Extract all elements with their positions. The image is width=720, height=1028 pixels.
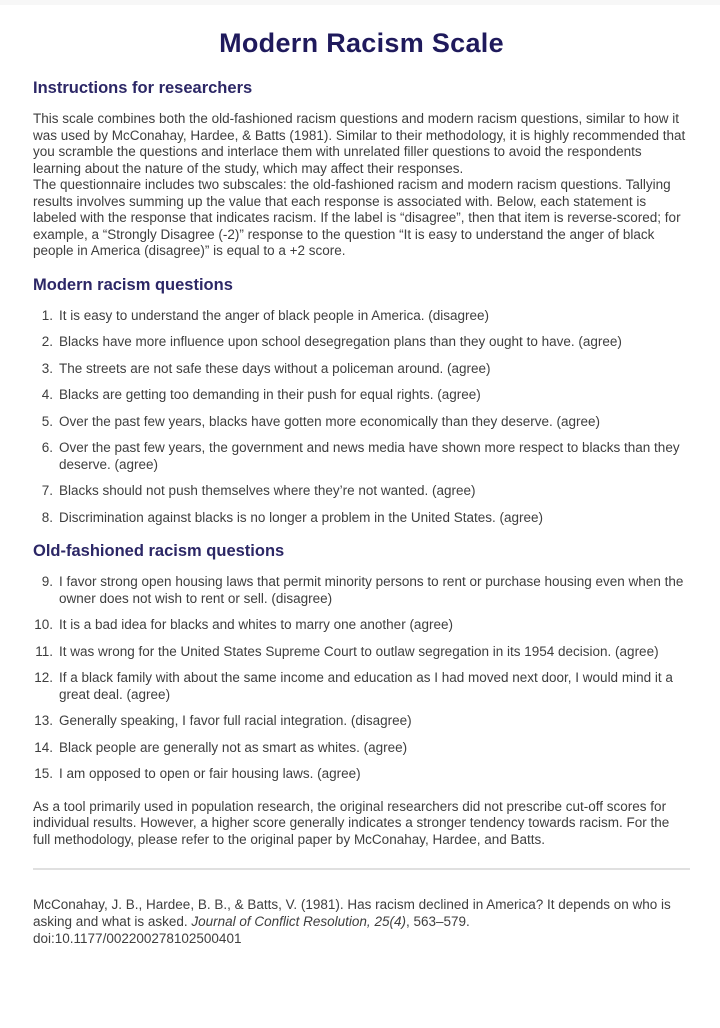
question-number: 8. [41,509,53,525]
question-text: It was wrong for the United States Supreme Court to outlaw segregation in its 1954 decision. (agree) [59,643,659,659]
question-text: If a black family with about the same income and education as I had moved next door, I would mind it a great deal. (agree) [59,670,673,702]
question-item-3 [33,361,690,378]
section-heading-instructions: Instructions for researchers [33,79,253,97]
question-number: 2. [41,334,53,349]
question-text: Over the past few years, the government and news media have shown more respect to blacks than they deserve. (agree) [59,440,680,472]
document-content [0,5,720,947]
question-text: Blacks are getting too demanding in their push for equal rights. (agree) [59,387,481,402]
section-heading-old-fashioned-questions: Old-fashioned racism questions [33,542,285,560]
question-text: I am opposed to open or fair housing laws. (agree) [59,766,361,781]
question-number: 15. [34,766,53,781]
question-item-12 [33,670,690,703]
question-text: Generally speaking, I favor full racial integration. (disagree) [59,713,412,728]
question-number: 1. [41,307,53,323]
citation [33,896,690,947]
question-item-9 [33,574,690,607]
question-text: Black people are generally not as smart as whites. (agree) [59,739,408,755]
section-divider [33,868,690,870]
question-text: I favor strong open housing laws that permit minority persons to rent or purchase housing even when the owner does not wish to rent or sell. (disagree) [59,574,684,606]
question-number: 3. [41,360,53,376]
question-text: Blacks have more influence upon school desegregation plans than they ought to have. (agree) [59,334,622,349]
question-text: The streets are not safe these days without a policeman around. (agree) [59,360,491,376]
instructions-paragraph-2: The questionnaire includes two subscales: the old-fashioned racism and modern racism questions. Tallying results involves summing up the value that each response is associated with. Below, each statement is labeled with the response that indicates racism. If the label is “disagree”, then that item is reverse-scored; for example, a “Strongly Disagree (-2)” response to the question “It is easy to understand the anger of black people in America (disagree)” is equal to a +2 score. [33,177,681,258]
question-item-10 [33,617,690,634]
question-item-11 [33,644,690,661]
old-fashioned-questions-list [33,574,690,783]
citation-authors-title: McConahay, J. B., Hardee, B. B., & Batts, V. (1981). Has racism declined in America? It depends on who is asking and what is asked. [33,897,671,929]
question-number: 12. [34,670,53,685]
question-text: Blacks should not push themselves where they’re not wanted. (agree) [59,483,476,498]
question-number: 10. [34,617,53,632]
question-number: 11. [35,643,53,659]
closing-paragraph: As a tool primarily used in population research, the original researchers did not prescribe cut-off scores for individual results. However, a higher score generally indicates a stronger tendency towards racism. For the full methodology, please refer to the original paper by McConahay, Hardee, and Batts. [33,798,670,847]
question-number: 6. [41,440,53,455]
question-item-4 [33,387,690,404]
question-item-5 [33,414,690,431]
instructions-paragraph-1: This scale combines both the old-fashioned racism questions and modern racism questions, similar to how it was used by McConahay, Hardee, & Batts (1981). Similar to their methodology, it is highly recommended that you scramble the questions and interlace them with unrelated filler questions to avoid the respondents learning about the nature of the study, which may affect their responses. [33,111,686,176]
question-item-7 [33,483,690,500]
question-number: 7. [41,483,53,498]
citation-doi: doi:10.1177/002200278102500401 [33,931,242,946]
question-number: 14. [34,739,53,755]
question-item-1 [33,308,690,325]
question-text: Over the past few years, blacks have gotten more economically than they deserve. (agree) [59,413,601,429]
question-number: 9. [41,574,53,589]
question-item-15 [33,766,690,783]
question-item-8 [33,510,690,527]
section-heading-modern-questions: Modern racism questions [33,275,233,294]
question-item-2 [33,334,690,351]
question-number: 13. [34,713,53,728]
question-number: 4. [41,387,53,402]
modern-questions-list [33,308,690,527]
page-title: Modern Racism Scale [219,28,504,58]
question-text: It is a bad idea for blacks and whites to marry one another (agree) [59,617,453,632]
question-text: Discrimination against blacks is no longer a problem in the United States. (agree) [59,509,543,525]
citation-journal: Journal of Conflict Resolution, 25(4) [191,914,406,929]
question-item-13 [33,713,690,730]
question-item-14 [33,740,690,757]
citation-pages: , 563–579. [405,914,470,929]
question-number: 5. [41,413,53,429]
question-item-6 [33,440,690,473]
question-text: It is easy to understand the anger of black people in America. (disagree) [59,307,489,323]
